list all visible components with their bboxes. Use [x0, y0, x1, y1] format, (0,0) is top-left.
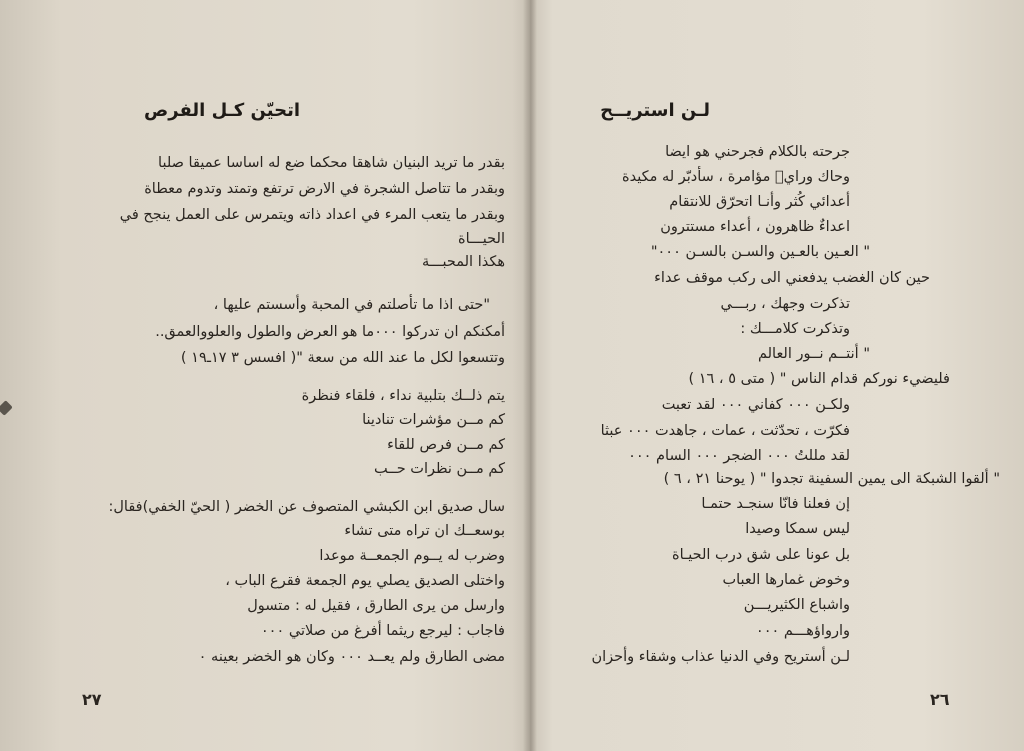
right-line: ولكـن ٠٠٠ كفاني ٠٠٠ لقد تعبت — [661, 397, 850, 413]
left-line: وضرب له يــوم الجمعــة موعدا — [319, 548, 505, 564]
right-line: فليضيء نوركم قدام الناس " ( متى ٥ ، ١٦ ) — [688, 371, 950, 387]
left-line: سال صديق ابن الكبشي المتصوف عن الخضر ( الحيّ الخفي)فقال: — [108, 499, 505, 515]
left-line: كم مــن نظرات حــب — [374, 461, 505, 477]
left-line: وتتسعوا لكل ما عند الله من سعة "( افسس ٣ ١٧ـ١٩ ) — [180, 350, 505, 366]
right-line: تذكرت وجهك ، ربـــي — [720, 296, 850, 312]
right-line: ليس سمكا وصيدا — [745, 521, 850, 537]
right-line: إن فعلنا فانّا سنجـد حتمـا — [701, 496, 850, 512]
left-line: كم مــن مؤشرات تنادينا — [362, 412, 505, 428]
right-line: " العـين بالعـين والسـن بالسـن ٠٠٠" — [650, 244, 870, 260]
left-line: بقدر ما تريد البنيان شاهقا محكما ضع له اساسا عميقا صلبا — [158, 155, 505, 171]
right-page — [540, 0, 1010, 751]
page-edge-mark — [0, 400, 13, 416]
right-line: واشباع الكثيريـــن — [743, 597, 850, 613]
right-line: لقد مللتُ ٠٠٠ الضجر ٠٠٠ السام ٠٠٠ — [628, 448, 850, 464]
right-page-number: ٢٦ — [930, 690, 950, 709]
left-line: يتم ذلــك بتلبية نداء ، فلقاء فنظرة — [301, 388, 505, 404]
right-line: وحاك ورايٖ مؤامرة ، سأدبّر له مكيدة — [621, 169, 850, 185]
right-line: وتذكرت كلامـــك : — [740, 321, 850, 337]
right-line: لـن أستريح وفي الدنيا عذاب وشقاء وأحزان — [591, 649, 850, 665]
right-line: وخوض غمارها العباب — [722, 572, 850, 588]
left-line: وبقدر ما تتاصل الشجرة في الارض ترتفع وتمتد وتدوم معطاة — [144, 181, 505, 197]
left-line: "حتى اذا ما تأصلتم في المحبة وأسستم عليها ، — [213, 297, 490, 313]
right-line: أعدائي كُثر وأنـا اتحرّق للانتقام — [669, 194, 850, 210]
right-line: وارواؤهـــم ٠٠٠ — [755, 623, 850, 639]
right-line: بل عونا على شق درب الحيـاة — [672, 547, 850, 563]
right-line: اعداءٌ ظاهرون ، أعداء مستترون — [660, 219, 850, 235]
left-line: فاجاب : ليرجع ريثما أفرغ من صلاتي ٠٠٠ — [260, 623, 505, 639]
left-page-number: ٢٧ — [82, 690, 102, 709]
left-page — [20, 0, 520, 751]
left-line: بوسعــك ان تراه متى تشاء — [344, 523, 505, 539]
left-line: هكذا المحبـــة — [422, 254, 505, 270]
right-line: فكرّت ، تحدّثت ، عمات ، جاهدت ٠٠٠ عبثا — [600, 423, 850, 439]
left-line: وبقدر ما يتعب المرء في اعداد ذاته ويتمرس على العمل ينجح في — [119, 207, 505, 223]
left-line: الحيـــاة — [458, 231, 505, 247]
left-page-title: اتحيّن كـل الفرص — [144, 100, 300, 121]
left-line: واختلى الصديق يصلي يوم الجمعة فقرع الباب ، — [225, 573, 505, 589]
left-line: أمكنكم ان تدركوا ٠٠٠ما هو العرض والطول والعلووالعمق.. — [155, 324, 505, 340]
right-line: جرحته بالكلام فجرحني هو ايضا — [665, 144, 850, 160]
left-line: مضى الطارق ولم يعــد ٠٠٠ وكان هو الخضر بعينه ٠ — [198, 649, 505, 665]
left-line: كم مــن فرص للقاء — [387, 437, 505, 453]
right-line: حين كان الغضب يدفعني الى ركب موقف عداء — [654, 270, 930, 286]
right-line: " ألقوا الشبكة الى يمين السفينة تجدوا " ( يوحنا ٢١ ، ٦ ) — [663, 471, 1000, 487]
left-line: وارسل من يرى الطارق ، فقيل له : متسول — [247, 598, 505, 614]
right-line: " أنتــم نــور العالم — [757, 346, 870, 362]
right-page-title: لـن استريــح — [600, 100, 710, 121]
